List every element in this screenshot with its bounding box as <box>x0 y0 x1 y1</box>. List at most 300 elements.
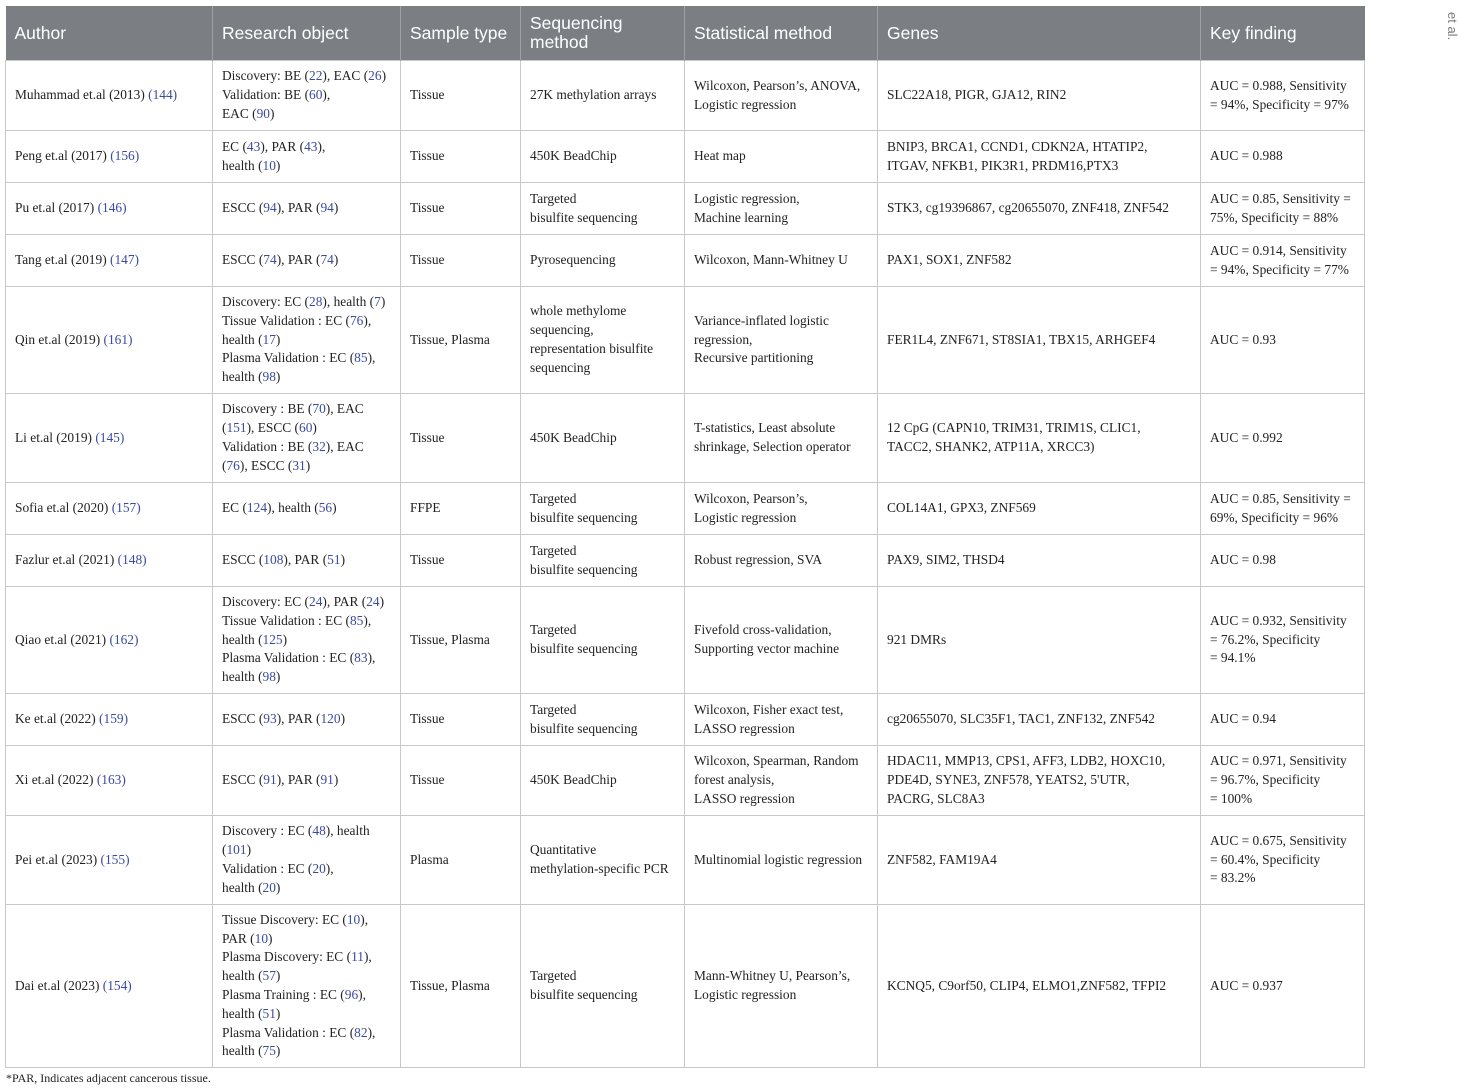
cell-sequencing-method <box>521 816 685 905</box>
cell-text: Discovery: EC ( <box>222 594 310 609</box>
cell-text: ) <box>275 1005 281 1021</box>
cell-line: AUC = 0.675, Sensitivity <box>1210 832 1347 848</box>
cell-line: Machine learning <box>694 209 789 225</box>
reference-number: 94 <box>263 200 277 216</box>
reference-number: 85 <box>354 350 368 366</box>
cell-statistical-method <box>685 131 878 183</box>
reference-number: 51 <box>327 552 341 568</box>
reference-number: 22 <box>309 68 323 84</box>
cell-line: Supporting vector machine <box>694 641 840 656</box>
cell-text: EC ( <box>222 500 247 516</box>
cell-line: STK3, cg19396867, cg20655070, ZNF418, ZNF542 <box>887 200 1169 216</box>
cell-line: Targeted <box>530 968 577 984</box>
cell-text: ) <box>275 1043 281 1059</box>
cell-text: Discovery: BE ( <box>222 68 310 84</box>
reference-number: (156) <box>110 148 140 164</box>
cell-sequencing-method <box>521 183 685 235</box>
cell-line: HDAC11, MMP13, CPS1, AFF3, LDB2, HOXC10, <box>887 753 1166 769</box>
cell-line: sequencing <box>530 359 591 375</box>
reference-number: 76 <box>226 457 240 473</box>
cell-genes <box>878 183 1201 235</box>
cell-text: Ke et.al (2022) <box>15 711 100 727</box>
cell-statistical-method <box>685 587 878 694</box>
cell-statistical-method <box>685 235 878 287</box>
cell-key-finding <box>1201 694 1365 746</box>
cell-line <box>222 368 391 387</box>
reference-number: 24 <box>366 594 380 609</box>
cell-text: Discovery : BE ( <box>222 401 313 417</box>
cell-text: health ( <box>222 157 263 173</box>
cell-author <box>6 394 213 483</box>
cell-key-finding <box>1201 587 1365 694</box>
cell-genes <box>878 535 1201 587</box>
cell-line <box>222 860 391 879</box>
cell-text: health ( <box>222 669 263 685</box>
cell-genes <box>878 235 1201 287</box>
cell-line: AUC = 0.988, Sensitivity <box>1210 77 1347 93</box>
table-body <box>6 61 1365 1068</box>
cell-text: ) <box>333 252 339 268</box>
cell-line: bisulfite sequencing <box>530 720 638 736</box>
cell-line: Targeted <box>530 701 577 717</box>
cell-sample-type <box>401 183 521 235</box>
cell-line: bisulfite sequencing <box>530 561 638 577</box>
cell-sequencing-method <box>521 483 685 535</box>
cell-text: ), <box>317 138 326 154</box>
cell-author <box>6 483 213 535</box>
cell-text: ), <box>367 650 376 666</box>
cell-text: Dai et.al (2023) <box>15 977 103 993</box>
table-row <box>6 535 1365 587</box>
cell-line: whole methylome <box>530 303 627 319</box>
reference-number: 120 <box>320 711 341 727</box>
cell-genes <box>878 746 1201 816</box>
cell-author <box>6 905 213 1068</box>
cell-sample-type <box>401 131 521 183</box>
cell-text: Plasma Validation : EC ( <box>222 1024 355 1040</box>
cell-sample-type <box>401 587 521 694</box>
reference-number: 98 <box>262 369 276 385</box>
reference-number: 74 <box>320 252 334 268</box>
cell-text: Peng et.al (2017) <box>15 148 111 164</box>
cell-line <box>222 930 391 949</box>
cell-research-object <box>213 131 401 183</box>
cell-genes <box>878 816 1201 905</box>
reference-number: 43 <box>246 138 261 154</box>
cell-genes <box>878 287 1201 394</box>
cell-text: Tissue Validation : EC ( <box>222 312 350 328</box>
cell-line: LASSO regression <box>694 790 795 806</box>
cell-text: ), health ( <box>267 500 319 516</box>
cell-key-finding <box>1201 131 1365 183</box>
cell-text: ), health <box>325 823 370 839</box>
table-row <box>6 61 1365 131</box>
cell-text: ) <box>275 968 281 984</box>
cell-line <box>222 1005 391 1024</box>
cell-text: Validation: BE ( <box>222 87 310 103</box>
cell-research-object <box>213 587 401 694</box>
reference-number: 85 <box>349 612 364 628</box>
cell-line <box>222 138 391 157</box>
cell-line: AUC = 0.992 <box>1210 429 1283 445</box>
cell-sequencing-method <box>521 131 685 183</box>
reference-number: 10 <box>262 157 276 173</box>
reference-number: 11 <box>351 949 364 965</box>
cell-sample-type <box>401 235 521 287</box>
cell-sample-type <box>401 61 521 131</box>
cell-text: Tissue Discovery: EC ( <box>222 911 347 927</box>
reference-number: 24 <box>309 594 323 609</box>
cell-line: Tissue, Plasma <box>410 331 490 347</box>
cell-author <box>6 694 213 746</box>
cell-author <box>6 131 213 183</box>
cell-sample-type <box>401 394 521 483</box>
cell-line <box>222 438 391 457</box>
cell-text: ) <box>282 631 288 647</box>
column-header-genes: Genes <box>878 6 1201 61</box>
column-header-key-finding: Key finding <box>1201 6 1365 61</box>
cell-line: 450K BeadChip <box>530 148 617 164</box>
cell-line: ITGAV, NFKB1, PIK3R1, PRDM16,PTX3 <box>887 157 1119 173</box>
cell-line: PAX9, SIM2, THSD4 <box>887 552 1005 568</box>
cell-text: ), PAR ( <box>276 200 321 216</box>
cell-line: regression, <box>694 331 753 347</box>
cell-text: health ( <box>222 968 263 984</box>
cell-line: Targeted <box>530 542 577 558</box>
cell-line: PAX1, SOX1, ZNF582 <box>887 252 1012 268</box>
cell-text: ) <box>246 842 252 858</box>
cell-line: = 83.2% <box>1210 870 1256 886</box>
reference-number: 151 <box>226 420 247 436</box>
cell-text: EAC ( <box>222 105 257 121</box>
reference-number: 70 <box>312 401 326 417</box>
table-row <box>6 746 1365 816</box>
cell-text: ) <box>305 457 311 473</box>
cell-text: ) <box>275 331 281 347</box>
cell-line: Plasma <box>410 851 449 867</box>
reference-number: (162) <box>109 631 139 647</box>
cell-author <box>6 587 213 694</box>
cell-text: ) <box>340 552 346 568</box>
cell-text: ), <box>367 1024 376 1040</box>
cell-line: Tissue <box>410 711 445 727</box>
cell-text: Validation : EC ( <box>222 861 313 876</box>
cell-line: Wilcoxon, Spearman, Random <box>694 753 859 769</box>
reference-number: 32 <box>312 439 326 454</box>
cell-key-finding <box>1201 61 1365 131</box>
cell-line <box>222 67 391 86</box>
reference-number: 108 <box>263 552 284 568</box>
table-row <box>6 483 1365 535</box>
reference-number: 91 <box>263 772 277 788</box>
cell-author <box>6 235 213 287</box>
cell-line <box>222 649 391 668</box>
reference-number: 83 <box>354 650 368 666</box>
cell-line: COL14A1, GPX3, ZNF569 <box>887 500 1036 516</box>
reference-number: 96 <box>344 987 359 1002</box>
cell-statistical-method <box>685 694 878 746</box>
cell-line: 75%, Specificity = 88% <box>1210 209 1339 225</box>
cell-line <box>222 710 391 729</box>
cell-research-object <box>213 694 401 746</box>
cell-line: Quantitative <box>530 842 597 858</box>
cell-line: AUC = 0.85, Sensitivity = <box>1210 190 1351 206</box>
cell-line <box>222 771 391 790</box>
cell-text: health ( <box>222 1005 263 1021</box>
reference-number: (154) <box>102 977 132 993</box>
cell-line: bisulfite sequencing <box>530 987 638 1002</box>
cell-text: Fazlur et.al (2021) <box>15 552 118 568</box>
cell-line <box>222 668 391 687</box>
cell-line: representation bisulfite <box>530 341 654 356</box>
cell-text: ), <box>322 87 331 103</box>
cell-sample-type <box>401 287 521 394</box>
cell-line: Wilcoxon, Mann-Whitney U <box>694 252 848 268</box>
reference-number: 17 <box>262 331 276 347</box>
cell-line: PDE4D, SYNE3, ZNF578, YEATS2, 5'UTR, <box>887 772 1130 788</box>
cell-line: Heat map <box>694 148 746 164</box>
cell-text: Xi et.al (2022) <box>15 772 97 788</box>
cell-text: Pu et.al (2017) <box>15 200 98 216</box>
cell-text: ( <box>222 457 227 473</box>
reference-number: 90 <box>256 105 270 121</box>
cell-statistical-method <box>685 287 878 394</box>
cell-line: Logistic regression <box>694 96 797 112</box>
reference-number: 82 <box>354 1024 368 1040</box>
reference-number: 56 <box>318 500 333 516</box>
cell-line: Targeted <box>530 190 577 206</box>
cell-line: methylation-specific PCR <box>530 861 669 876</box>
cell-statistical-method <box>685 61 878 131</box>
cell-statistical-method <box>685 746 878 816</box>
cell-research-object <box>213 183 401 235</box>
cell-line: AUC = 0.914, Sensitivity <box>1210 242 1347 258</box>
reference-number: 93 <box>263 711 277 727</box>
cell-line: ZNF582, FAM19A4 <box>887 851 997 867</box>
cell-line: AUC = 0.93 <box>1210 331 1276 347</box>
cell-text: Sofia et.al (2020) <box>15 500 112 516</box>
cell-line: Tissue <box>410 148 445 164</box>
cell-line: FER1L4, ZNF671, ST8SIA1, TBX15, ARHGEF4 <box>887 331 1156 347</box>
cell-text: Muhammad et.al (2013) <box>15 87 149 103</box>
cell-line <box>222 331 391 350</box>
cell-research-object <box>213 483 401 535</box>
cell-research-object <box>213 905 401 1068</box>
cell-statistical-method <box>685 183 878 235</box>
cell-line <box>222 457 391 476</box>
cell-statistical-method <box>685 483 878 535</box>
cell-line: = 60.4%, Specificity <box>1210 851 1321 867</box>
reference-number: 51 <box>262 1005 276 1021</box>
reference-number: 76 <box>349 312 364 328</box>
reference-number: 48 <box>312 823 326 839</box>
cell-author <box>6 287 213 394</box>
reference-number: 43 <box>304 138 318 154</box>
cell-line: Targeted <box>530 622 577 638</box>
reference-number: (145) <box>95 429 125 445</box>
cell-line: Fivefold cross-validation, <box>694 622 832 638</box>
column-header-sequencing-method: Sequencing method <box>521 6 685 61</box>
table-row <box>6 694 1365 746</box>
table-row <box>6 394 1365 483</box>
cell-text: health ( <box>222 879 263 895</box>
cell-key-finding <box>1201 394 1365 483</box>
cell-line: LASSO regression <box>694 720 795 736</box>
cell-research-object <box>213 61 401 131</box>
cell-line <box>222 841 391 860</box>
cell-text: Plasma Training : EC ( <box>222 987 345 1002</box>
cell-line: Tissue <box>410 87 445 103</box>
cell-line: BNIP3, BRCA1, CCND1, CDKN2A, HTATIP2, <box>887 138 1148 154</box>
cell-text: ) <box>275 669 281 685</box>
cell-author <box>6 746 213 816</box>
table-row <box>6 183 1365 235</box>
cell-text: ESCC ( <box>222 552 264 568</box>
reference-number: 10 <box>346 911 361 927</box>
cell-key-finding <box>1201 183 1365 235</box>
cell-key-finding <box>1201 235 1365 287</box>
cell-line: 69%, Specificity = 96% <box>1210 509 1339 525</box>
cell-line <box>222 157 391 176</box>
cell-genes <box>878 394 1201 483</box>
cell-text: health ( <box>222 369 263 385</box>
cell-line <box>222 551 391 570</box>
table-header-row <box>6 6 1365 61</box>
cell-line: AUC = 0.971, Sensitivity <box>1210 753 1347 769</box>
cell-line: = 96.7%, Specificity <box>1210 772 1321 788</box>
cell-text: ), <box>367 350 376 366</box>
table-footnote: *PAR, Indicates adjacent cancerous tissue. <box>6 1071 211 1085</box>
cell-genes <box>878 61 1201 131</box>
cell-text: ( <box>222 842 227 858</box>
cell-sample-type <box>401 746 521 816</box>
cell-line <box>222 293 391 312</box>
cell-sample-type <box>401 694 521 746</box>
cell-sequencing-method <box>521 587 685 694</box>
reference-number: 60 <box>299 420 313 436</box>
cell-sequencing-method <box>521 535 685 587</box>
cell-line: 450K BeadChip <box>530 772 617 788</box>
cell-line <box>222 967 391 986</box>
cell-line: = 94.1% <box>1210 650 1256 666</box>
cell-text: ) <box>268 930 273 946</box>
reference-number: 20 <box>312 861 326 876</box>
cell-text: ), <box>360 911 369 927</box>
reference-number: 60 <box>309 87 323 103</box>
cell-line: TACC2, SHANK2, ATP11A, XRCC3) <box>887 439 1095 454</box>
cell-text: Validation : BE ( <box>222 439 313 454</box>
cell-line: 921 DMRs <box>887 631 947 647</box>
cell-line: Targeted <box>530 490 577 506</box>
cell-genes <box>878 131 1201 183</box>
cell-line: Robust regression, SVA <box>694 552 823 568</box>
cell-text: ) <box>381 68 387 84</box>
cell-line: sequencing, <box>530 322 594 338</box>
cell-text: ), PAR ( <box>276 772 321 788</box>
cell-sequencing-method <box>521 746 685 816</box>
cell-text: ), <box>363 949 372 965</box>
cell-statistical-method <box>685 905 878 1068</box>
reference-number: 31 <box>292 457 306 473</box>
cell-line: FFPE <box>410 500 441 516</box>
cell-line: AUC = 0.98 <box>1210 552 1276 568</box>
reference-number: 75 <box>262 1043 276 1059</box>
cell-line: shrinkage, Selection operator <box>694 439 851 454</box>
cell-line: Tissue, Plasma <box>410 631 490 647</box>
cell-text: Plasma Validation : EC ( <box>222 650 355 666</box>
cell-text: health ( <box>222 331 263 347</box>
reference-number: 124 <box>246 500 268 516</box>
cell-genes <box>878 483 1201 535</box>
cell-line: 12 CpG (CAPN10, TRIM31, TRIM1S, CLIC1, <box>887 420 1141 436</box>
cell-text: ), ESCC ( <box>239 457 293 473</box>
cell-key-finding <box>1201 905 1365 1068</box>
cell-line: Tissue <box>410 552 445 568</box>
reference-number: (155) <box>100 851 130 867</box>
reference-number: 28 <box>309 294 323 309</box>
cell-line <box>222 251 391 270</box>
cell-line: Multinomial logistic regression <box>694 851 863 867</box>
cell-line: Mann-Whitney U, Pearson’s, <box>694 968 851 984</box>
reference-number: (163) <box>96 772 126 788</box>
cell-text: ESCC ( <box>222 252 264 268</box>
cell-research-object <box>213 235 401 287</box>
cell-line: KCNQ5, C9orf50, CLIP4, ELMO1,ZNF582, TFPI2 <box>887 977 1167 993</box>
reference-number: 98 <box>262 669 276 685</box>
cell-text: Pei et.al (2023) <box>15 851 101 867</box>
cell-line: AUC = 0.94 <box>1210 711 1276 727</box>
cell-text: health ( <box>222 1043 263 1059</box>
methylation-studies-table <box>5 6 1365 1068</box>
cell-text: ), EAC ( <box>322 68 369 84</box>
cell-text: Tang et.al (2019) <box>15 252 110 268</box>
cell-key-finding <box>1201 816 1365 905</box>
cell-line: Logistic regression <box>694 509 797 525</box>
cell-text: ) <box>333 200 339 216</box>
reference-number: (161) <box>103 331 133 347</box>
reference-number: 94 <box>320 200 334 216</box>
cell-line: = 94%, Specificity = 97% <box>1210 96 1349 112</box>
cell-research-object <box>213 535 401 587</box>
cell-text: EC ( <box>222 138 247 154</box>
column-header-author: Author <box>6 6 213 61</box>
reference-number: (146) <box>97 200 127 216</box>
cell-line <box>222 349 391 368</box>
cell-line: cg20655070, SLC35F1, TAC1, ZNF132, ZNF542 <box>887 711 1156 727</box>
cell-sample-type <box>401 905 521 1068</box>
reference-number: (147) <box>110 252 140 268</box>
cell-line <box>222 499 391 518</box>
reference-number: 10 <box>254 930 269 946</box>
cell-line <box>222 1024 391 1043</box>
cell-line <box>222 612 391 631</box>
cell-sample-type <box>401 816 521 905</box>
reference-number: (144) <box>148 87 178 103</box>
cell-text: Discovery: EC ( <box>222 294 310 309</box>
cell-sequencing-method <box>521 235 685 287</box>
column-header-statistical-method: Statistical method <box>685 6 878 61</box>
cell-sample-type <box>401 535 521 587</box>
cell-line: Tissue, Plasma <box>410 977 490 993</box>
cell-line: Tissue <box>410 200 445 216</box>
cell-text: ), PAR ( <box>276 252 321 268</box>
cell-line <box>222 86 391 105</box>
cell-line <box>222 199 391 218</box>
table-row <box>6 587 1365 694</box>
cell-statistical-method <box>685 816 878 905</box>
cell-genes <box>878 694 1201 746</box>
table-row <box>6 235 1365 287</box>
